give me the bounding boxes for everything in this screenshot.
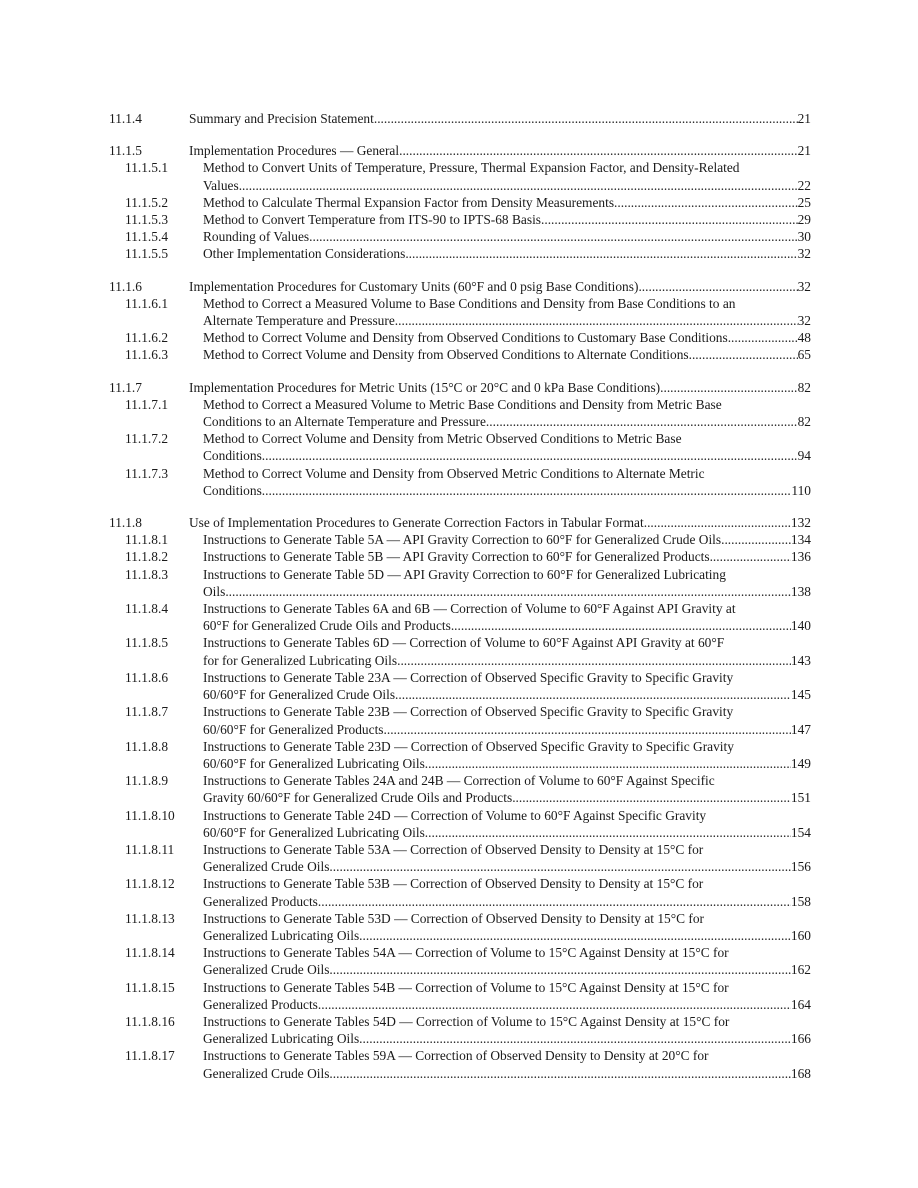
toc-section-number: 11.1.8.17 [125, 1048, 175, 1064]
toc-section-number: 11.1.8.16 [125, 1013, 175, 1029]
toc-entry[interactable] [109, 278, 811, 295]
toc-entry[interactable] [109, 738, 811, 772]
toc-section-number: 11.1.5.2 [125, 194, 169, 210]
toc-title-line: Gravity 60/60°F for Generalized Crude Oils and Products [203, 790, 513, 806]
toc-section-number: 11.1.8.15 [125, 979, 175, 995]
toc-title-line: 60/60°F for Generalized Lubricating Oils [203, 824, 425, 840]
toc-title-line: Method to Correct Volume and Density from Observed Conditions to Customary Base Conditions [203, 330, 728, 346]
toc-dot-leader [395, 686, 791, 703]
toc-title-line: for for Generalized Lubricating Oils [203, 652, 398, 668]
toc-dot-leader [318, 996, 791, 1013]
toc-dot-leader [425, 755, 791, 772]
toc-entry[interactable] [109, 110, 811, 127]
toc-page-number: 32 [797, 246, 811, 262]
toc-title-line: Instructions to Generate Tables 54D — Correction of Volume to 15°C Against Density at 15°C for [203, 1013, 730, 1029]
toc-page-number: 154 [790, 824, 811, 840]
toc-title-line: Conditions [203, 482, 262, 498]
toc-entry[interactable] [109, 329, 811, 346]
toc-title-line: 60°F for Generalized Crude Oils and Products [203, 618, 451, 634]
toc-page-number: 21 [797, 111, 811, 126]
toc-title-line: Instructions to Generate Table 23B — Correction of Observed Specific Gravity to Specific Gravity [203, 704, 734, 720]
toc-page-number: 166 [790, 1031, 811, 1047]
toc-entry[interactable] [109, 430, 811, 464]
toc-title-line: 60/60°F for Generalized Crude Oils [203, 687, 396, 703]
toc-page-number: 143 [790, 652, 811, 668]
toc-page-number: 151 [790, 790, 811, 806]
toc-section-number: 11.1.6.3 [125, 347, 169, 363]
toc-page-number: 65 [797, 347, 811, 363]
toc-title-line: Method to Correct Volume and Density from Observed Conditions to Alternate Conditions [203, 347, 689, 363]
toc-section-number: 11.1.8.14 [125, 945, 175, 961]
toc-entry[interactable] [109, 379, 811, 396]
toc-entry[interactable] [109, 396, 811, 430]
toc-title-line: Method to Correct a Measured Volume to Metric Base Conditions and Density from Metric Base [203, 396, 722, 412]
toc-dot-leader [395, 312, 798, 329]
toc-page-number: 32 [797, 313, 811, 329]
toc-page-number: 110 [791, 482, 811, 498]
toc-title-line: Values [203, 177, 239, 193]
toc-title-line: Method to Correct a Measured Volume to Base Conditions and Density from Base Conditions to an [203, 295, 736, 311]
toc-dot-leader [644, 514, 791, 531]
toc-section-number: 11.1.8 [109, 515, 142, 531]
toc-section-number: 11.1.7.2 [125, 431, 169, 447]
toc-page-number: 162 [790, 962, 811, 978]
toc-entry[interactable] [109, 142, 811, 159]
toc-dot-leader [728, 329, 798, 346]
toc-dot-leader [384, 721, 791, 738]
toc-entry[interactable] [109, 634, 811, 668]
toc-section-number: 11.1.8.8 [125, 738, 169, 754]
toc-dot-leader [397, 652, 791, 669]
toc-entry[interactable] [109, 295, 811, 329]
toc-title-line: Generalized Lubricating Oils [203, 927, 360, 943]
toc-page-number: 22 [797, 177, 811, 193]
toc-title-line: Generalized Lubricating Oils [203, 1031, 360, 1047]
toc-title-line: Instructions to Generate Table 23A — Correction of Observed Specific Gravity to Specific Gravity [203, 669, 734, 685]
toc-dot-leader [309, 228, 797, 245]
toc-title-line: Method to Correct Volume and Density from Metric Observed Conditions to Metric Base [203, 431, 682, 447]
toc-title-line: Rounding of Values [203, 229, 310, 245]
toc-title-line: Instructions to Generate Table 5D — API Gravity Correction to 60°F for Generalized Lubricating [203, 566, 726, 582]
toc-dot-leader [710, 548, 791, 565]
toc-section-number: 11.1.8.11 [125, 841, 175, 857]
toc-title-line: Instructions to Generate Tables 59A — Correction of Observed Density to Density at 20°C for [203, 1048, 709, 1064]
toc-section-number: 11.1.8.10 [125, 807, 175, 823]
toc-dot-leader [225, 583, 791, 600]
toc-title-line: Implementation Procedures for Metric Units (15°C or 20°C and 0 kPa Base Conditions) [189, 379, 661, 395]
toc-entry[interactable] [109, 703, 811, 737]
toc-section-number: 11.1.5.3 [125, 212, 169, 228]
toc-page-number: 138 [790, 583, 811, 599]
toc-entry[interactable] [109, 1047, 811, 1081]
toc-dot-leader [262, 482, 792, 499]
toc-title-line: Method to Correct Volume and Density from Observed Metric Conditions to Alternate Metric [203, 465, 705, 481]
toc-title-line: Oils [203, 583, 226, 599]
toc-dot-leader [405, 245, 797, 262]
toc-title-line: Instructions to Generate Table 53A — Correction of Observed Density to Density at 15°C for [203, 841, 704, 857]
toc-section-number: 11.1.8.1 [125, 532, 169, 548]
toc-title-line: Use of Implementation Procedures to Generate Correction Factors in Tabular Format [189, 515, 644, 531]
toc-section-number: 11.1.8.7 [125, 704, 169, 720]
toc-page-number: 147 [790, 721, 811, 737]
toc-dot-leader [374, 110, 798, 127]
toc-title-line: Instructions to Generate Table 23D — Correction of Observed Specific Gravity to Specific Gravity [203, 738, 734, 754]
toc-dot-leader [512, 789, 791, 806]
toc-entry[interactable] [109, 465, 811, 499]
toc-section-number: 11.1.6.2 [125, 330, 169, 346]
toc-title-line: Implementation Procedures — General [189, 143, 400, 159]
toc-entry[interactable] [109, 979, 811, 1013]
toc-entry[interactable] [109, 228, 811, 245]
toc-page-number: 29 [797, 212, 811, 228]
toc-title-line: Instructions to Generate Table 5B — API Gravity Correction to 60°F for Generalized Products [203, 549, 710, 565]
toc-title-line: Instructions to Generate Table 53D — Correction of Observed Density to Density at 15°C for [203, 910, 704, 926]
toc-section-number: 11.1.5.1 [125, 160, 169, 176]
toc-section-number: 11.1.8.9 [125, 773, 169, 789]
toc-dot-leader [359, 1030, 791, 1047]
toc-dot-leader [660, 379, 797, 396]
toc-title-line: Instructions to Generate Tables 24A and 24B — Correction of Volume to 60°F Against Specific [203, 773, 715, 789]
toc-title-line: Instructions to Generate Table 53B — Correction of Observed Density to Density at 15°C for [203, 876, 704, 892]
toc-title-line: 60/60°F for Generalized Products [203, 721, 384, 737]
toc-entry[interactable] [109, 910, 811, 944]
toc-dot-leader [329, 961, 790, 978]
toc-dot-leader [262, 447, 798, 464]
toc-title-line: Alternate Temperature and Pressure [203, 313, 395, 329]
toc-entry[interactable] [109, 548, 811, 565]
toc-entry[interactable] [109, 807, 811, 841]
toc-dot-leader [541, 211, 798, 228]
toc-dot-leader [329, 1065, 790, 1082]
toc-entry[interactable] [109, 944, 811, 978]
toc-section-number: 11.1.6 [109, 278, 142, 294]
toc-title-line: Generalized Products [203, 996, 318, 1012]
toc-section-number: 11.1.8.6 [125, 669, 169, 685]
toc-entry[interactable] [109, 772, 811, 806]
toc-entry[interactable] [109, 1013, 811, 1047]
toc-section-number: 11.1.8.2 [125, 549, 169, 565]
toc-title-line: Generalized Crude Oils [203, 962, 330, 978]
toc-dot-leader [359, 927, 791, 944]
toc-page-number: 140 [790, 618, 811, 634]
toc-title-line: Conditions [203, 448, 262, 464]
toc-page-number: 136 [790, 549, 811, 565]
toc-dot-leader [425, 824, 791, 841]
toc-section-number: 11.1.6.1 [125, 295, 169, 311]
toc-section-number: 11.1.7.3 [125, 465, 169, 481]
toc-entry[interactable] [109, 346, 811, 363]
toc-entry[interactable] [109, 245, 811, 262]
toc-dot-leader [689, 346, 798, 363]
toc-section-number: 11.1.8.4 [125, 601, 169, 617]
toc-page-number: 48 [797, 330, 811, 346]
toc-page-number: 158 [790, 893, 811, 909]
toc-dot-leader [451, 617, 791, 634]
toc-dot-leader [329, 858, 790, 875]
toc-section-number: 11.1.5.4 [125, 229, 169, 245]
toc-dot-leader [638, 278, 797, 295]
toc-page-number: 82 [797, 379, 811, 395]
toc-title-line: Instructions to Generate Tables 6D — Correction of Volume to 60°F Against API Gravity at 60°F [203, 635, 725, 651]
toc-page-number: 82 [797, 414, 811, 430]
table-of-contents [109, 110, 811, 1082]
toc-page-number: 156 [790, 859, 811, 875]
toc-title-line: Generalized Products [203, 893, 318, 909]
toc-title-line: Generalized Crude Oils [203, 859, 330, 875]
toc-title-line: Implementation Procedures for Customary Units (60°F and 0 psig Base Conditions) [189, 278, 639, 294]
toc-entry[interactable] [109, 566, 811, 600]
toc-dot-leader [486, 413, 798, 430]
toc-entry[interactable] [109, 514, 811, 531]
toc-section-number: 11.1.4 [109, 111, 142, 126]
toc-entry[interactable] [109, 669, 811, 703]
toc-entry[interactable] [109, 194, 811, 211]
toc-entry[interactable] [109, 211, 811, 228]
toc-section-number: 11.1.5 [109, 143, 142, 159]
toc-title-line: Method to Convert Temperature from ITS-90 to IPTS-68 Basis [203, 212, 541, 228]
toc-title-line: Method to Calculate Thermal Expansion Factor from Density Measurements [203, 194, 615, 210]
toc-page-number: 30 [797, 229, 811, 245]
toc-title-line: Summary and Precision Statement [189, 111, 374, 126]
toc-dot-leader [399, 142, 798, 159]
toc-title-line: Instructions to Generate Table 24D — Correction of Volume to 60°F Against Specific Gravity [203, 807, 707, 823]
toc-title-line: Instructions to Generate Tables 54A — Correction of Volume to 15°C Against Density at 15°C for [203, 945, 729, 961]
toc-dot-leader [318, 893, 791, 910]
toc-page-number: 32 [797, 278, 811, 294]
toc-page-number: 164 [790, 996, 811, 1012]
toc-entry[interactable] [109, 159, 811, 193]
toc-title-line: Method to Convert Units of Temperature, Pressure, Thermal Expansion Factor, and Density-Related [203, 160, 740, 176]
toc-section-number: 11.1.8.3 [125, 566, 169, 582]
toc-title-line: Conditions to an Alternate Temperature and Pressure [203, 414, 486, 430]
toc-section-number: 11.1.8.5 [125, 635, 169, 651]
toc-section-number: 11.1.7 [109, 379, 142, 395]
toc-entry[interactable] [109, 875, 811, 909]
toc-entry[interactable] [109, 531, 811, 548]
toc-page-number: 134 [790, 532, 811, 548]
toc-section-number: 11.1.5.5 [125, 246, 169, 262]
toc-title-line: Generalized Crude Oils [203, 1065, 330, 1081]
toc-page-number: 21 [797, 143, 811, 159]
toc-page-number: 168 [790, 1065, 811, 1081]
toc-dot-leader [721, 531, 791, 548]
toc-section-number: 11.1.7.1 [125, 396, 169, 412]
toc-page-number: 25 [797, 194, 811, 210]
toc-entry[interactable] [109, 600, 811, 634]
toc-entry[interactable] [109, 841, 811, 875]
toc-title-line: Instructions to Generate Table 5A — API Gravity Correction to 60°F for Generalized Crude Oils [203, 532, 722, 548]
toc-section-number: 11.1.8.13 [125, 910, 175, 926]
toc-page-number: 132 [790, 515, 811, 531]
toc-page-number: 145 [790, 687, 811, 703]
toc-page-number: 149 [790, 755, 811, 771]
toc-title-line: Other Implementation Considerations [203, 246, 406, 262]
toc-title-line: 60/60°F for Generalized Lubricating Oils [203, 755, 425, 771]
toc-title-line: Instructions to Generate Tables 6A and 6B — Correction of Volume to 60°F Against API Gravity at [203, 601, 736, 617]
toc-page-number: 160 [790, 927, 811, 943]
toc-dot-leader [614, 194, 798, 211]
toc-page-number: 94 [797, 448, 811, 464]
toc-dot-leader [239, 177, 798, 194]
toc-title-line: Instructions to Generate Tables 54B — Correction of Volume to 15°C Against Density at 15°C for [203, 979, 729, 995]
toc-section-number: 11.1.8.12 [125, 876, 175, 892]
